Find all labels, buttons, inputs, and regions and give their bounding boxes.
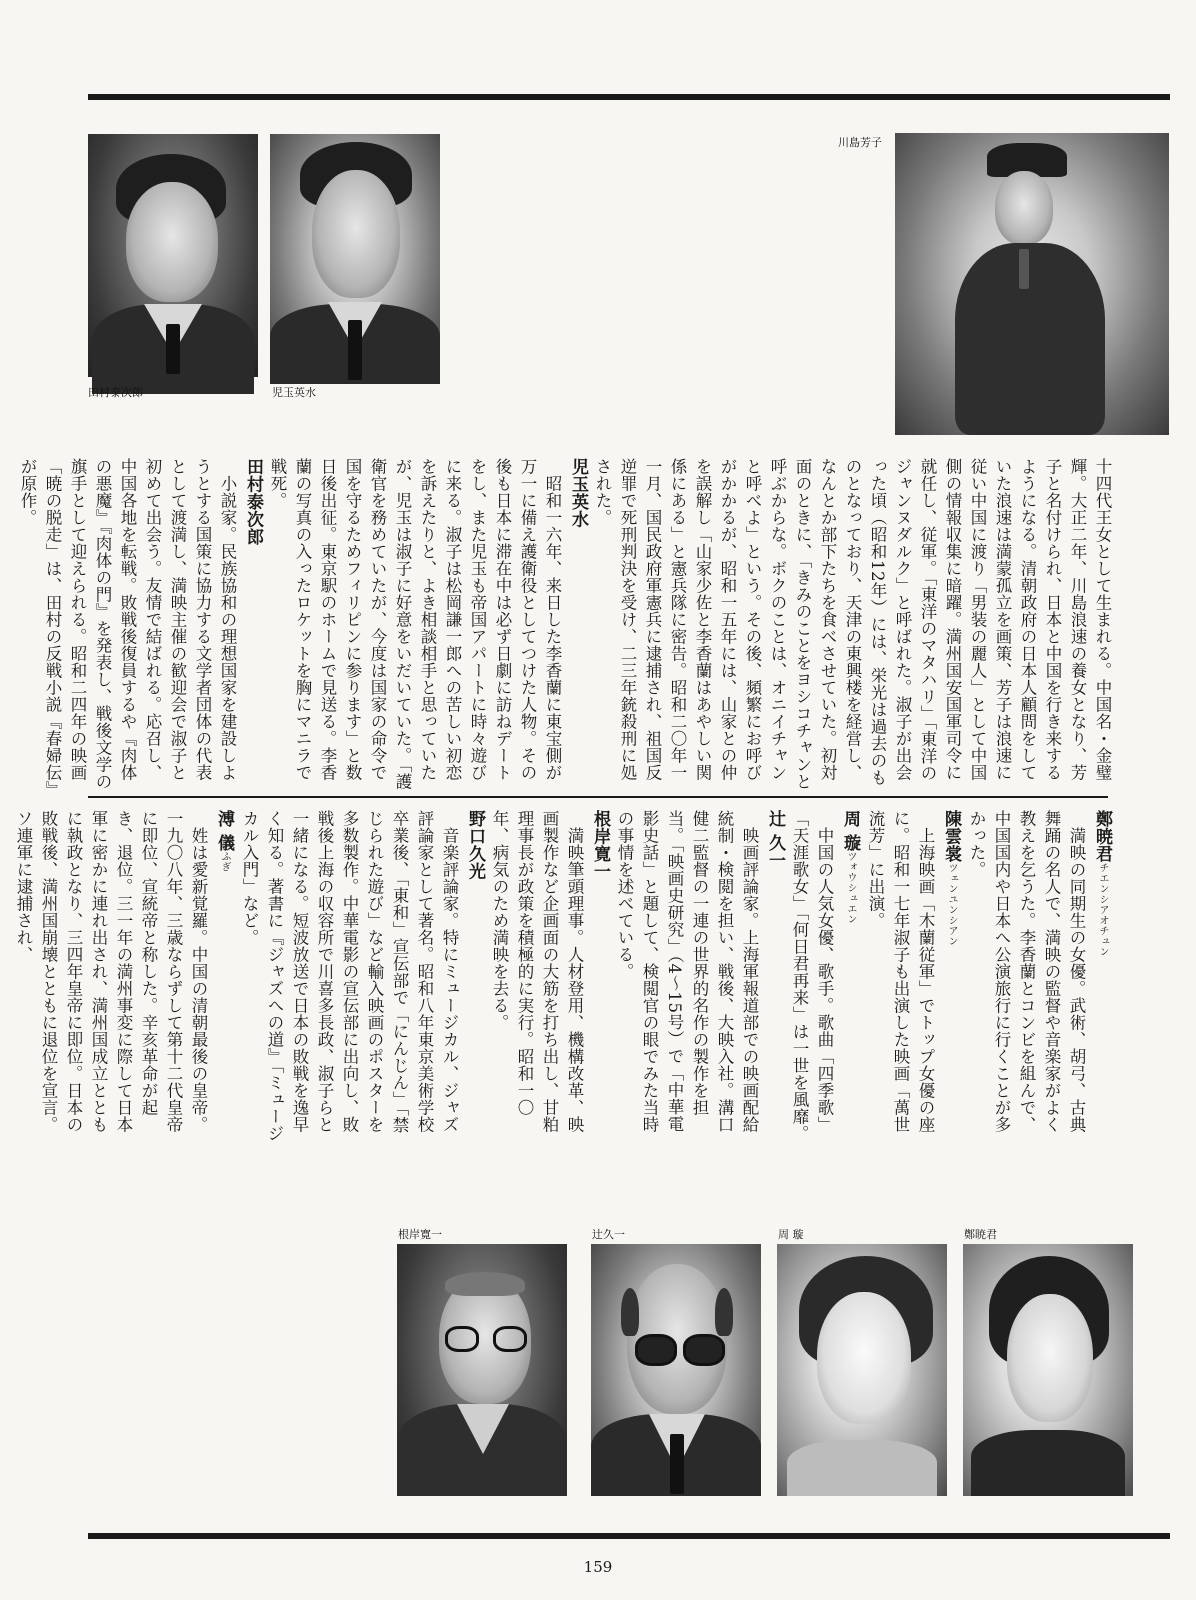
tsuji-photo — [591, 1244, 761, 1496]
zheng-reading: チエンシアオチュン — [1097, 862, 1108, 957]
chen-body: 上海映画「木蘭従軍」でトップ女優の座に。昭和一七年淑子も出演した映画「萬世流芳」に出演。 — [866, 810, 935, 1133]
lower-text-block — [14, 810, 1115, 1142]
tamura-caption: 田村泰次郎 — [88, 386, 143, 399]
tsuji-heading: 辻 久一 — [765, 810, 785, 869]
zhou-body: 中国の人気女優、歌手。歌曲「四季歌」「天涯歌女」「何日君再来」は一世を風靡。 — [790, 810, 834, 1142]
kodama-photo — [270, 134, 440, 377]
negishi-caption: 根岸寛一 — [398, 1228, 442, 1241]
chen-heading: 陳雲裳ツェンユンシアン — [941, 810, 961, 947]
negishi-photo — [397, 1244, 567, 1496]
zhou-caption: 周 璇 — [778, 1228, 804, 1241]
zheng-photo — [963, 1244, 1133, 1496]
puyi-body: 姓は愛新覚羅。中国の清朝最後の皇帝。一九〇八年、三歳ならずして第十二代皇帝に即位、宣統帝と称した。辛亥革命が起き、退位。三一年の満州事変に際して日本軍に密かに連れ出され、満州国成立とともに執政となり、三四年皇帝に即位。日本の敗戦後、満州国崩壊とともに退位を宣言。ソ連軍に逮捕され、 — [14, 810, 208, 1133]
tsuji-caption: 辻久一 — [592, 1228, 625, 1241]
kodama-heading: 児玉英水 — [568, 458, 588, 528]
tsuji-body: 映画評論家。上海軍報道部での映画配給統制・検閲を担い、戦後、大映入社。溝口健二監督の一連の世界的名作の製作を担当。「映画史研究」（4～15号）で「中華電影史話」と題して、検閲官の眼でみた当時の事情を述べている。 — [615, 810, 759, 1133]
zhou-heading: 周 璇ツォウシュエン — [840, 810, 860, 925]
zheng-heading: 鄭暁君チエンシアオチュン — [1092, 810, 1112, 957]
noguchi-heading: 野口久光 — [465, 810, 485, 880]
kawashima-photo — [895, 133, 1169, 435]
zhou-reading: ツォウシュエン — [845, 851, 856, 925]
puyi-heading: 溥 儀ふぎ — [214, 810, 234, 873]
kodama-caption: 児玉英水 — [272, 386, 316, 399]
zheng-body: 満映の同期生の女優。武術、胡弓、古典舞踊の名人で、満映の監督や音楽家がよく教えを乞うた。李香蘭とコンビを組んで、中国国内や日本へ公演旅行に行くことが多かった。 — [967, 810, 1086, 1133]
upper-text-block — [18, 458, 1115, 790]
tamura-heading: 田村泰次郎 — [243, 458, 263, 546]
kawashima-caption: 川島芳子 — [838, 136, 882, 149]
kodama-body: 昭和一六年、来日した李香蘭に東宝側が万一に備え護衛役としてつけた人物。その後も日本に滞在中は必ず日劇に訪ねデートをし、また児玉も帝国アパートに時々遊びに来る。淑子は松岡謙一郎への苦しい初恋を訴えたりと、よき相談相手と思っていたが、児玉は淑子に好意をいだいていた。「護衛官を務めていたが、今度は国家の命令で国を守るためフィリピンに参ります」と数日後出征。東京駅のホームで見送る。李香蘭の写真の入ったロケットを胸にマニラで戦死。 — [268, 458, 562, 790]
top-rule — [88, 94, 1170, 100]
negishi-heading: 根岸寛一 — [590, 810, 610, 880]
page-number: 159 — [583, 1558, 613, 1576]
negishi-body: 満映筆頭理事。人材登用、機構改革、映画製作など企画面の大筋を打ち出し、甘粕理事長が政策を積極的に実行。昭和一〇年、病気のため満映を去る。 — [490, 810, 584, 1133]
puyi-reading: ふぎ — [219, 851, 230, 873]
tamura-body: 小説家。民族協和の理想国家を建設しようとする国策に協力する文学者団体の代表として渡満し、満映主催の歓迎会で淑子と初めて出会う。友情で結ばれる。応召し、中国各地を転戦。敗戦後復員するや『肉体の悪魔』『肉体の門』を発表し、戦後文学の旗手として迎えられる。昭和二四年の映画「暁の脱走」は、田村の反戦小説『春婦伝』が原作。 — [18, 458, 237, 790]
tamura-photo — [88, 134, 258, 377]
zhou-photo — [777, 1244, 947, 1496]
kawashima-body: 十四代王女として生まれる。中国名・金璧輝。大正二年、川島浪速の養女となり、芳子と名付けられ、日本と中国を行き来するようになる。清朝政府の日本人顧問をしていた浪速は満蒙孤立を画策、芳子は浪速に従い中国に渡り「男装の麗人」として中国側の情報収集に暗躍。満州国安国軍司令に就任し、従軍。「東洋のマタハリ」「東洋のジャンヌダルク」と呼ばれた。淑子が出会った頃（昭和12年）には、栄光は過去のものとなっており、天津の東興楼を経営し、なんとか部下たちを食べさせていた。初対面のときに、「きみのことをヨシコチャンと呼ぶからな。ボクのことは、オニイチャンと呼べよ」という。その後、頻繁にお呼びがかかるが、昭和一五年には、山家との仲を誤解し「山家少佐と李香蘭はあやしい関係にある」と憲兵隊に密告。昭和二〇年一一月、国民政府軍憲兵に逮捕され、祖国反逆罪で死刑判決を受け、二三年銃殺刑に処された。 — [593, 458, 1112, 790]
middle-rule — [88, 796, 1108, 798]
chen-reading: ツェンユンシアン — [946, 862, 957, 947]
zheng-caption: 鄭暁君 — [964, 1228, 997, 1241]
noguchi-body: 音楽評論家。特にミュージカル、ジャズ評論家として著名。昭和八年東京美術学校卒業後、「東和」宣伝部で「にんじん」「禁じられた遊び」など輸入映画のポスターを多数製作。中華電影の宣伝部に出向し、敗戦後上海の収容所で川喜多長政、淑子らと一緒になる。短波放送で日本の敗戦を逸早く知る。著書に『ジャズへの道』「ミュージカル入門」など。 — [240, 810, 459, 1142]
bottom-rule — [88, 1533, 1170, 1539]
